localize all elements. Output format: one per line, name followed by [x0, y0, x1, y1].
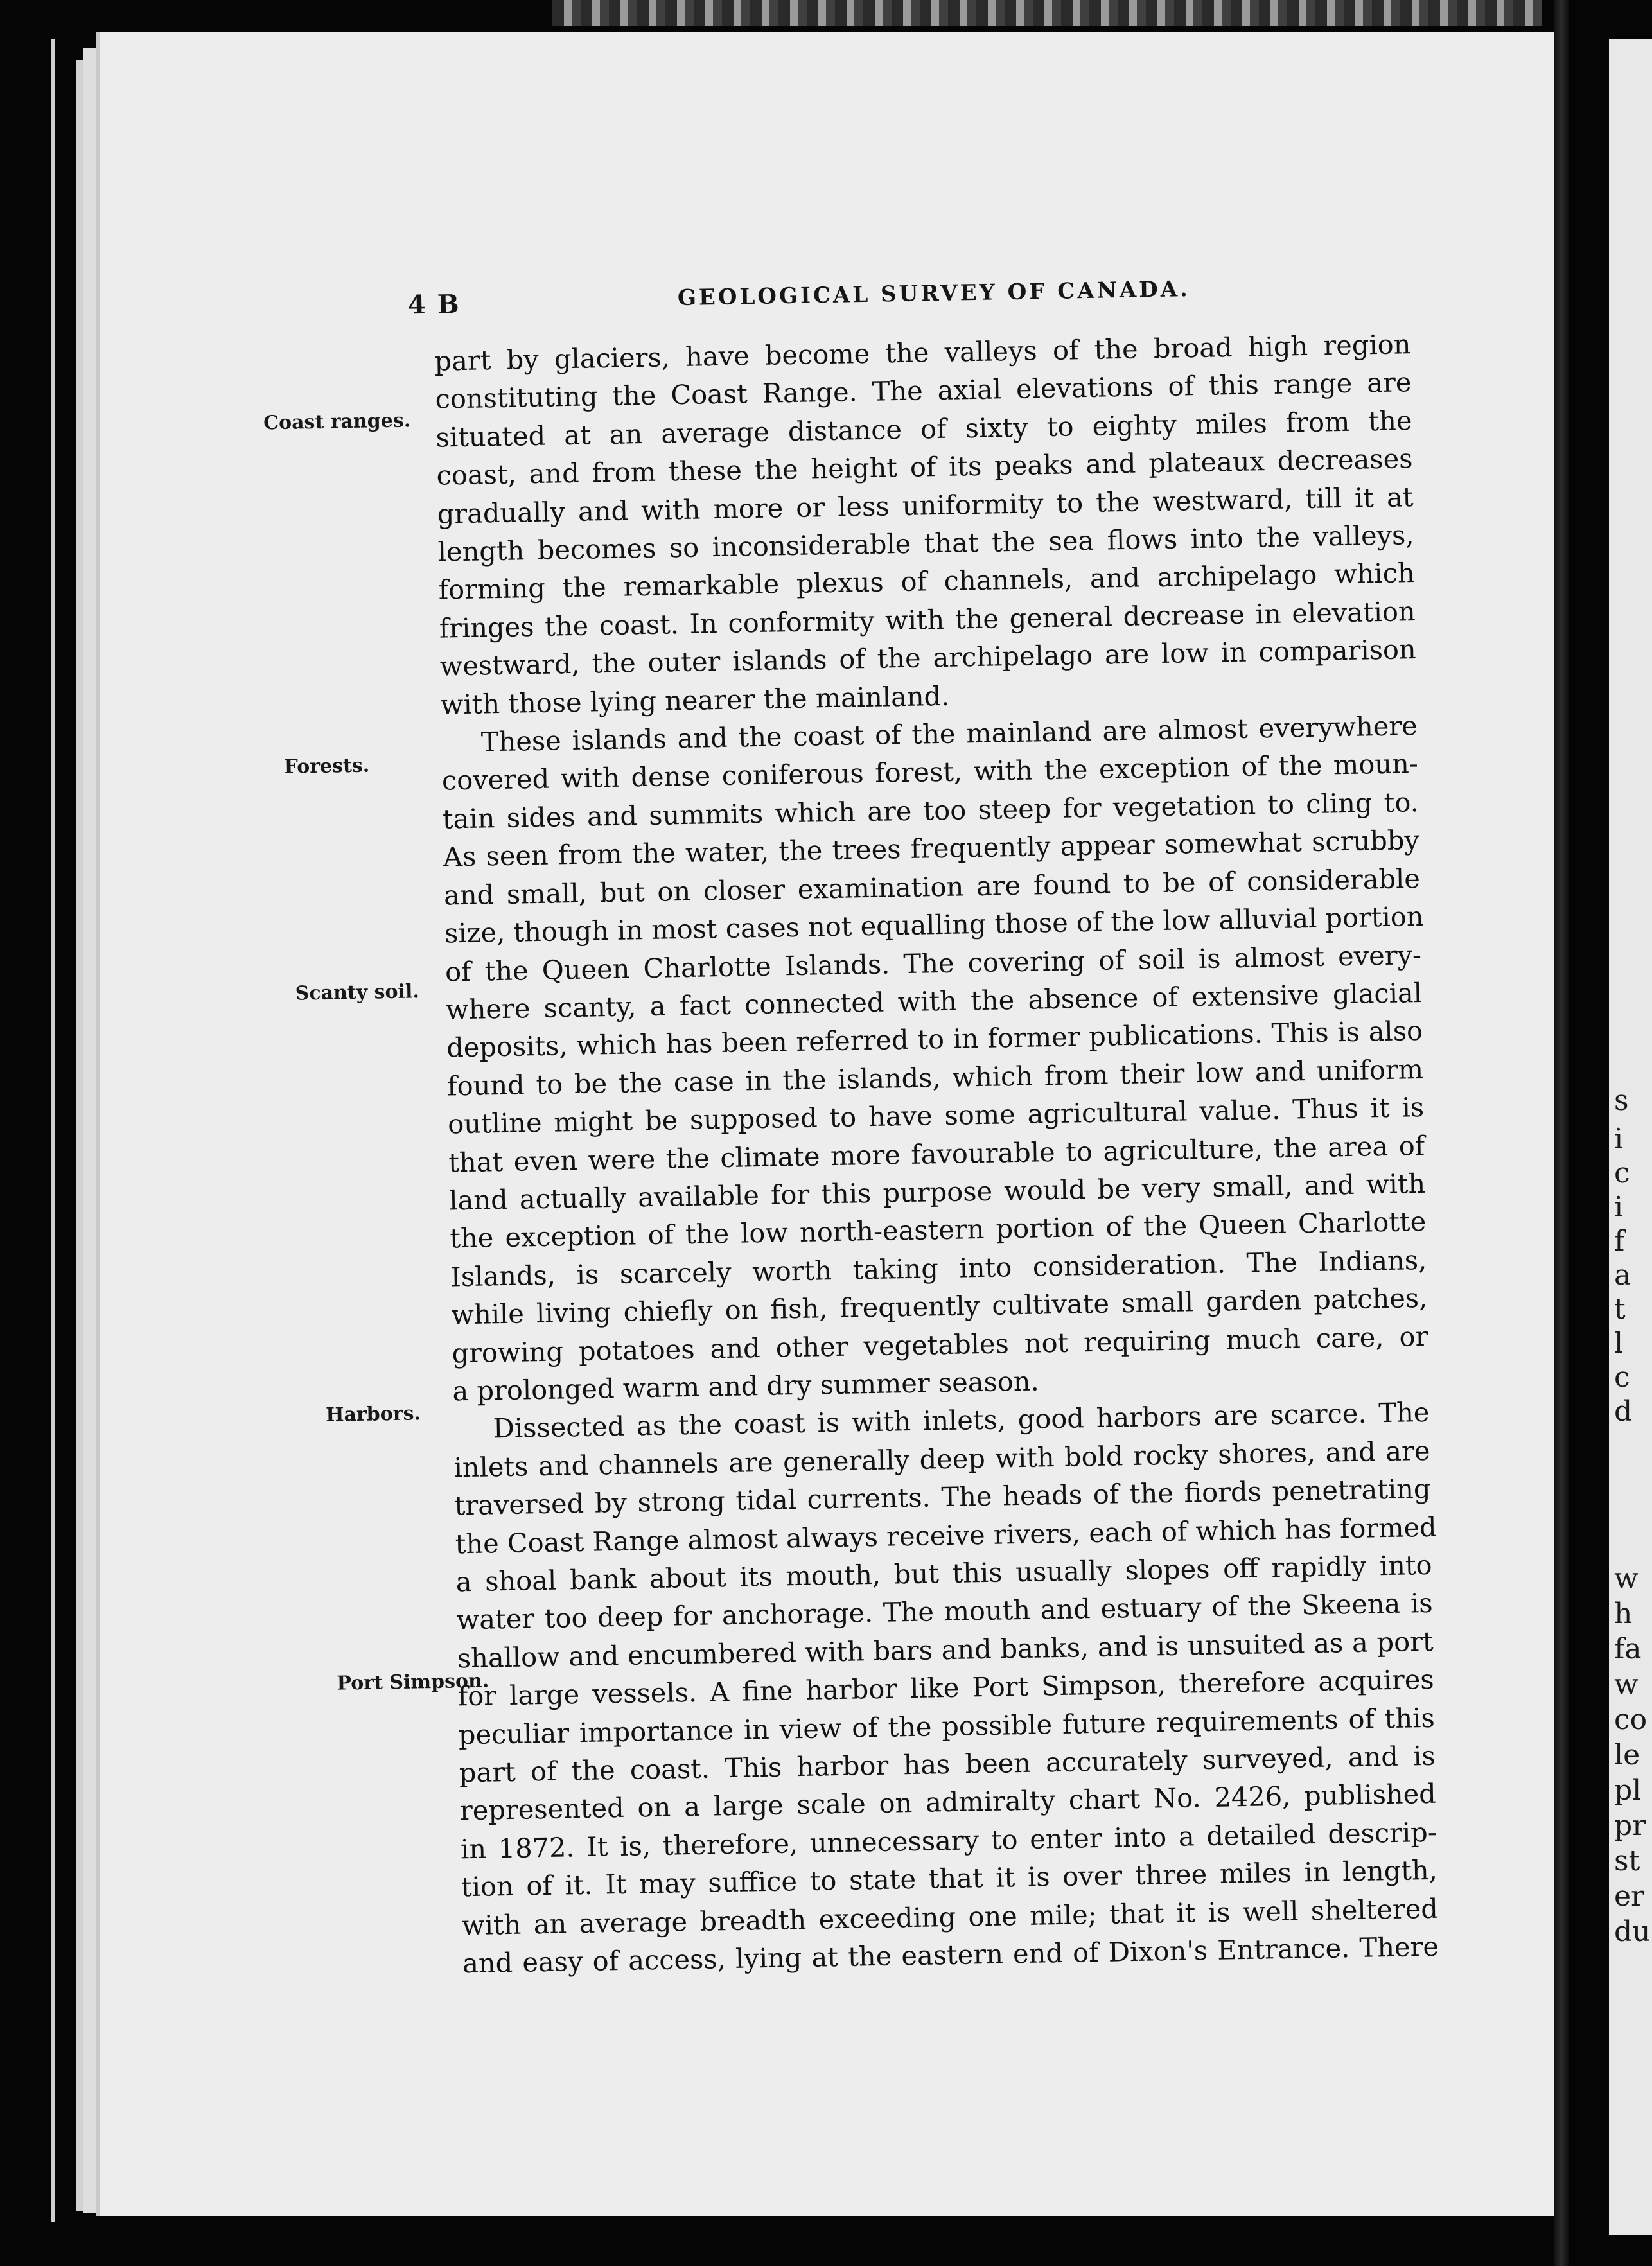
facing-page-letter: i — [1614, 1191, 1624, 1224]
text-line: outline might be supposed to have some agricultural value. Thus it is — [447, 1091, 1425, 1140]
text-line: deposits, which has been referred to in former publications. This is also — [446, 1015, 1423, 1064]
facing-page-letter: t — [1614, 1293, 1626, 1326]
facing-page-letter: d — [1614, 1395, 1633, 1428]
text-line: gradually and with more or less uniformity to the westward, till it at — [437, 480, 1414, 530]
page-number: 4 B — [407, 288, 461, 321]
facing-page-letter: st — [1614, 1845, 1640, 1877]
text-line: These islands and the coast of the mainland are almost everywhere — [480, 710, 1418, 758]
margin-note-scanty-soil: Scanty soil. — [295, 980, 420, 1005]
text-line: while living chiefly on fish, frequently cultivate small garden patches, — [451, 1282, 1428, 1331]
text-line: of the Queen Charlotte Islands. The covering of soil is almost every- — [444, 938, 1422, 988]
facing-page-letter: pr — [1614, 1809, 1646, 1842]
text-line: represented on a large scale on admiralty chart No. 2426, published — [459, 1778, 1437, 1827]
book-binding — [1554, 0, 1569, 2266]
running-title: GEOLOGICAL SURVEY OF CANADA. — [677, 276, 1191, 312]
facing-page-letter: co — [1614, 1703, 1648, 1736]
facing-page-letter: f — [1614, 1225, 1625, 1258]
text-line: length becomes so inconsiderable that the sea flows into the valleys, — [437, 519, 1414, 568]
text-line: part by glaciers, have become the valleys of the broad high region — [434, 328, 1411, 377]
text-line: tain sides and summits which are too steep for vegetation to cling to. — [442, 786, 1419, 835]
text-line: covered with dense coniferous forest, with the exception of the moun- — [441, 748, 1419, 797]
facing-page-letter: le — [1614, 1739, 1640, 1771]
margin-note-coast-ranges: Coast ranges. — [263, 409, 411, 435]
text-line: forming the remarkable plexus of channels, and archipelago which — [438, 557, 1415, 606]
facing-page-letter: du — [1614, 1915, 1651, 1948]
facing-page-letter: i — [1614, 1123, 1624, 1155]
facing-page-letter: w — [1614, 1562, 1639, 1595]
text-line: fringes the coast. In conformity with the general decrease in elevation — [439, 595, 1416, 644]
text-line: Islands, is scarcely worth taking into consideration. The Indians, — [450, 1243, 1427, 1293]
text-line: a prolonged warm and dry summer season. — [452, 1365, 1040, 1407]
facing-page-letter: w — [1614, 1668, 1639, 1701]
text-line: in 1872. It is, therefore, unnecessary to enter into a detailed descrip- — [460, 1816, 1437, 1865]
text-line: and small, but on closer examination are found to be of considerable — [443, 862, 1421, 911]
text-line: situated at an average distance of sixty to eighty miles from the — [435, 404, 1412, 453]
text-line: that even were the climate more favourable to agriculture, the area of — [448, 1129, 1425, 1179]
margin-note-forests: Forests. — [284, 754, 370, 778]
margin-note-harbors: Harbors. — [325, 1402, 421, 1427]
text-line: growing potatoes and other vegetables not requiring much care, or — [452, 1320, 1428, 1369]
text-line: coast, and from these the height of its peaks and plateaux decreases — [436, 443, 1413, 491]
text-line: for large vessels. A fine harbor like Port Simpson, therefore acquires — [457, 1664, 1435, 1712]
facing-page-letter: a — [1614, 1259, 1631, 1292]
text-line: found to be the case in the islands, which from their low and uniform — [446, 1053, 1424, 1102]
text-line: traversed by strong tidal currents. The heads of the fiords penetrating — [454, 1473, 1431, 1522]
text-line: inlets and channels are generally deep with bold rocky shores, and are — [453, 1434, 1430, 1484]
facing-page-letter: h — [1614, 1597, 1633, 1630]
facing-page-letter: s — [1614, 1084, 1629, 1117]
body-text — [434, 325, 1439, 1983]
facing-page-fragment — [1609, 39, 1652, 2235]
text-line: a shoal bank about its mouth, but this usually slopes off rapidly into — [455, 1549, 1432, 1598]
margin-note-port-simpson: Port Simpson. — [337, 1669, 489, 1695]
text-line: the Coast Range almost always receive rivers, each of which has formed — [455, 1511, 1437, 1559]
text-line: Dissected as the coast is with inlets, good harbors are scarce. The — [493, 1396, 1430, 1445]
text-line: and easy of access, lying at the eastern end of Dixon's Entrance. There — [462, 1930, 1439, 1980]
facing-page-letter: fa — [1614, 1633, 1642, 1665]
book-edge-decoration — [552, 0, 1542, 26]
text-line: shallow and encumbered with bars and banks, and is unsuited as a port — [457, 1625, 1434, 1674]
text-line: with an average breadth exceeding one mile; that it is well sheltered — [461, 1892, 1439, 1941]
facing-page-letter: l — [1614, 1327, 1624, 1360]
text-line: with those lying nearer the mainland. — [440, 680, 950, 721]
facing-page-letter: c — [1614, 1157, 1630, 1190]
text-line: part of the coast. This harbor has been accurately surveyed, and is — [459, 1739, 1436, 1789]
facing-page-letter: c — [1614, 1361, 1630, 1394]
text-line: tion of it. It may suffice to state that it is over three miles in length, — [461, 1854, 1438, 1903]
text-line: size, though in most cases not equalling those of the low alluvial portion — [444, 900, 1424, 949]
facing-page-letter: pl — [1614, 1774, 1642, 1807]
facing-page-letter: er — [1614, 1880, 1645, 1913]
text-line: As seen from the water, the trees frequently appear somewhat scrubby — [443, 824, 1420, 873]
text-line: the exception of the low north-eastern portion of the Queen Charlotte — [449, 1206, 1427, 1254]
text-line: land actually available for this purpose would be very small, and with — [448, 1167, 1426, 1216]
text-line: constituting the Coast Range. The axial elevations of this range are — [435, 366, 1412, 416]
text-line: where scanty, a fact connected with the absence of extensive glacial — [445, 976, 1423, 1026]
text-line: water too deep for anchorage. The mouth and estuary of the Skeena is — [456, 1587, 1433, 1636]
text-line: westward, the outer islands of the archipelago are low in comparison — [439, 633, 1417, 682]
text-line: peculiar importance in view of the possible future requirements of this — [458, 1701, 1436, 1750]
